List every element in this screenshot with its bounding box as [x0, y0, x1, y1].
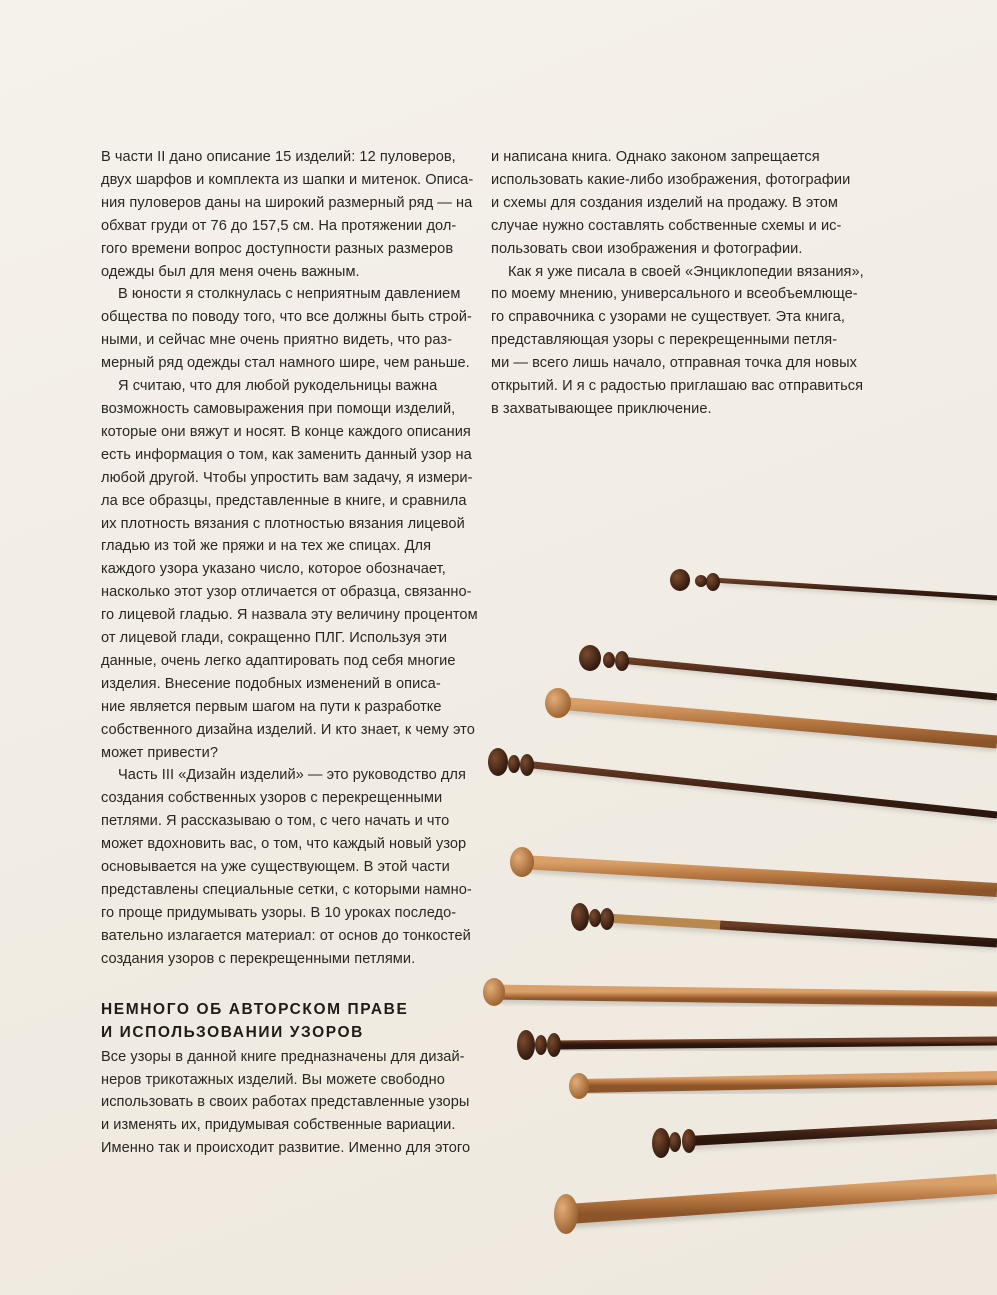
- needle-2: [579, 645, 997, 700]
- text-line: может вдохновить вас, о том, что каждый новый узор: [101, 836, 467, 853]
- text-line: одежды был для меня очень важным.: [101, 263, 360, 280]
- needle-1: [670, 569, 997, 601]
- text-line: возможность самовыражения при помощи изделий,: [101, 400, 456, 417]
- text-line: го лицевой гладью. Я назвала эту величину процентом: [101, 607, 478, 624]
- text-line: ния пуловеров даны на широкий размерный ряд — на: [101, 194, 473, 211]
- text-line: го проще придумывать узоры. В 10 уроках последо-: [101, 904, 457, 921]
- text-line: собственного дизайна изделий. И кто знает, к чему это: [101, 721, 475, 738]
- text-line: изделия. Внесение подобных изменений в описа-: [101, 675, 441, 692]
- text-line: вательно излагается материал: от основ до тонкостей: [101, 927, 471, 944]
- text-line: и изменять их, придумывая собственные вариации.: [101, 1117, 456, 1134]
- needle-11: [554, 1184, 997, 1234]
- text-line: случае нужно составлять собственные схемы и ис-: [491, 217, 842, 234]
- text-line: Именно так и происходит развитие. Именно для этого: [101, 1140, 471, 1157]
- needle-6: [571, 903, 997, 946]
- text-line: пользовать свои изображения и фотографии.: [491, 240, 803, 257]
- paragraph-encyclopedia: [491, 261, 876, 421]
- text-line: гого времени вопрос доступности разных размеров: [101, 240, 454, 257]
- paragraph-part-iii: [101, 764, 487, 970]
- text-line: го справочника с узорами не существует. Эта книга,: [491, 309, 846, 326]
- text-line: ние является первым шагом на пути к разработке: [101, 698, 442, 715]
- text-line: неров трикотажных изделий. Вы можете свободно: [101, 1071, 445, 1088]
- needle-9: [569, 1073, 997, 1099]
- text-line: которые они вяжут и носят. В конце каждого описания: [101, 423, 471, 440]
- paragraph-parts-ii: [101, 146, 487, 283]
- needle-5: [510, 847, 997, 894]
- text-line: ла все образцы, представленные в книге, и сравнила: [101, 492, 467, 509]
- text-line: создания узоров с перекрещенными петлями.: [101, 950, 416, 967]
- needle-10: [652, 1124, 997, 1158]
- text-line: Как я уже писала в своей «Энциклопедии вязания»,: [508, 263, 864, 280]
- text-line: и схемы для создания изделий на продажу. В этом: [491, 194, 838, 211]
- text-line: гладью из той же пряжи и на тех же спицах. Для: [101, 538, 432, 555]
- text-line: насколько этот узор отличается от образца, связанно-: [101, 584, 472, 601]
- text-line: и написана книга. Однако законом запрещается: [491, 149, 820, 165]
- text-line: в захватывающее приключение.: [491, 400, 712, 417]
- text-line: Я считаю, что для любой рукодельницы важна: [118, 378, 438, 395]
- text-line: ными, и сейчас мне очень приятно видеть, что раз-: [101, 332, 452, 349]
- text-line: данные, очень легко адаптировать под себя многие: [101, 652, 456, 669]
- text-line: основывается на уже существующем. В этой части: [101, 859, 450, 876]
- text-line: любой другой. Чтобы упростить вам задачу, я измери-: [101, 469, 473, 486]
- text-line: представлены специальные сетки, с которыми намно-: [101, 882, 472, 898]
- text-line: представляющая узоры с перекрещенными петля-: [491, 332, 838, 349]
- text-line: Все узоры в данной книге предназначены для дизай-: [101, 1048, 465, 1065]
- text-line: двух шарфов и комплекта из шапки и митенок. Описа-: [101, 171, 474, 188]
- text-line: каждого узора указано число, которое обозначает,: [101, 561, 446, 578]
- text-line: их плотность вязания с плотностью вязания лицевой: [101, 515, 465, 532]
- text-line: петлями. Я рассказываю о том, с чего начать и что: [101, 813, 450, 830]
- needle-7: [483, 978, 997, 1006]
- text-line: В юности я столкнулась с неприятным давлением: [118, 286, 461, 303]
- text-line: есть информация о том, как заменить данный узор на: [101, 446, 472, 463]
- text-line: создания собственных узоров с перекрещенными: [101, 790, 443, 807]
- paragraph-copyright: [101, 1046, 487, 1161]
- needle-4: [488, 748, 997, 818]
- text-line: общества по поводу того, что все должны быть строй-: [101, 309, 472, 326]
- right-column: [491, 146, 876, 421]
- text-line: открытий. И я с радостью приглашаю вас отправиться: [491, 378, 864, 395]
- heading-line: НЕМНОГО ОБ АВТОРСКОМ ПРАВЕ: [101, 1000, 409, 1018]
- needle-8: [517, 1030, 997, 1060]
- paragraph-copyright-continued: [491, 146, 876, 261]
- text-line: В части II дано описание 15 изделий: 12 пуловеров,: [101, 149, 456, 165]
- section-heading-copyright: [101, 998, 487, 1044]
- text-line: по моему мнению, универсального и всеобъемлюще-: [491, 286, 858, 303]
- text-line: использовать какие-либо изображения, фотографии: [491, 171, 851, 188]
- left-column: [101, 146, 487, 1160]
- paragraph-self-expression: [101, 375, 487, 764]
- text-line: мерный ряд одежды стал намного шире, чем раньше.: [101, 355, 470, 372]
- text-line: обхват груди от 76 до 157,5 см. На протяжении дол-: [101, 217, 457, 234]
- heading-line: И ИСПОЛЬЗОВАНИИ УЗОРОВ: [101, 1023, 364, 1041]
- text-line: Часть III «Дизайн изделий» — это руководство для: [118, 767, 466, 784]
- paragraph-youth: [101, 283, 487, 375]
- text-line: ми — всего лишь начало, отправная точка для новых: [491, 355, 858, 372]
- text-line: может привести?: [101, 744, 218, 761]
- text-line: от лицевой глади, сокращенно ПЛГ. Используя эти: [101, 630, 448, 647]
- text-line: использовать в своих работах представленные узоры: [101, 1094, 470, 1111]
